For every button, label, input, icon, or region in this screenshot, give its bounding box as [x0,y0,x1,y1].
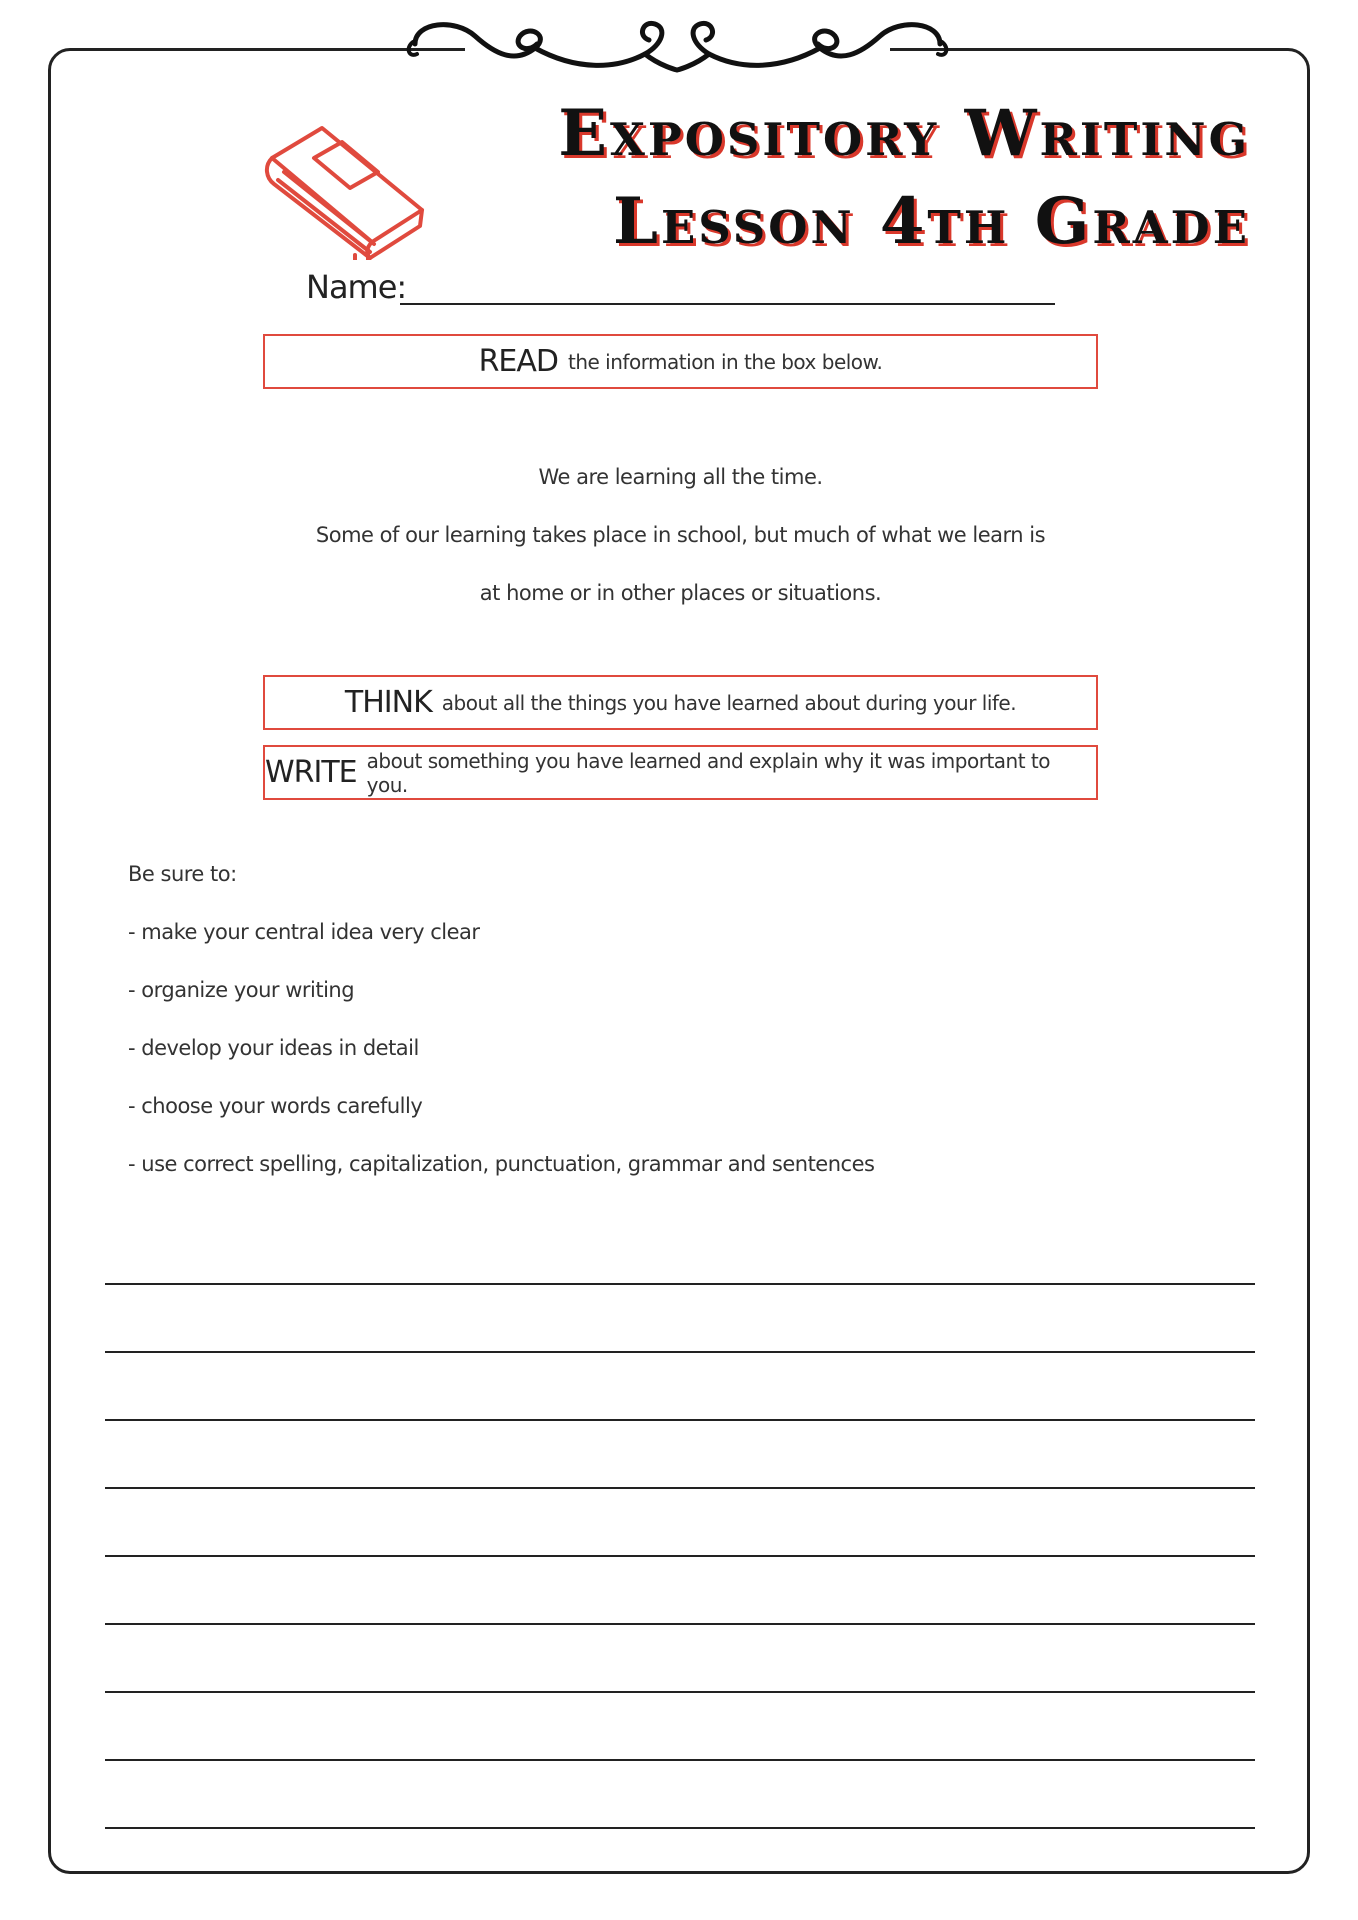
write-keyword: WRITE [265,755,357,790]
information-passage [263,448,1098,622]
writing-line[interactable] [105,1625,1255,1693]
flourish-ornament-icon [405,14,950,78]
think-keyword: THINK [344,685,432,720]
checklist-item: - choose your words carefully [128,1094,423,1118]
writing-line[interactable] [105,1489,1255,1557]
name-field-line[interactable] [400,303,1055,305]
be-sure-heading: Be sure to: [128,862,237,886]
checklist-item: - use correct spelling, capitalization, punctuation, grammar and sentences [128,1152,875,1176]
be-sure-checklist [128,845,874,1193]
think-instruction-text: about all the things you have learned about during your life. [441,690,1017,715]
read-instruction-box [263,334,1098,389]
book-icon [262,120,432,260]
name-label: Name: [306,268,407,306]
writing-line[interactable] [105,1421,1255,1489]
writing-line[interactable] [105,1285,1255,1353]
writing-line[interactable] [105,1693,1255,1761]
writing-area[interactable] [105,1283,1255,1829]
page-title-line-2: Lesson 4th Grade [612,184,1250,259]
checklist-item: - develop your ideas in detail [128,1036,419,1060]
info-line: at home or in other places or situations. [479,581,882,605]
writing-line[interactable] [105,1353,1255,1421]
write-instruction-text: about something you have learned and explain why it was important to you. [366,748,1050,797]
page-title-line-1: Expository Writing [558,96,1250,171]
read-instruction-text: the information in the box below. [568,349,883,374]
info-line: We are learning all the time. [538,465,823,489]
think-instruction-box [263,675,1098,730]
writing-line[interactable] [105,1761,1255,1829]
read-keyword: READ [478,344,558,379]
checklist-item: - make your central idea very clear [128,920,480,944]
write-instruction-box [263,745,1098,800]
checklist-item: - organize your writing [128,978,355,1002]
writing-line[interactable] [105,1557,1255,1625]
info-line: Some of our learning takes place in school, but much of what we learn is [315,523,1046,547]
